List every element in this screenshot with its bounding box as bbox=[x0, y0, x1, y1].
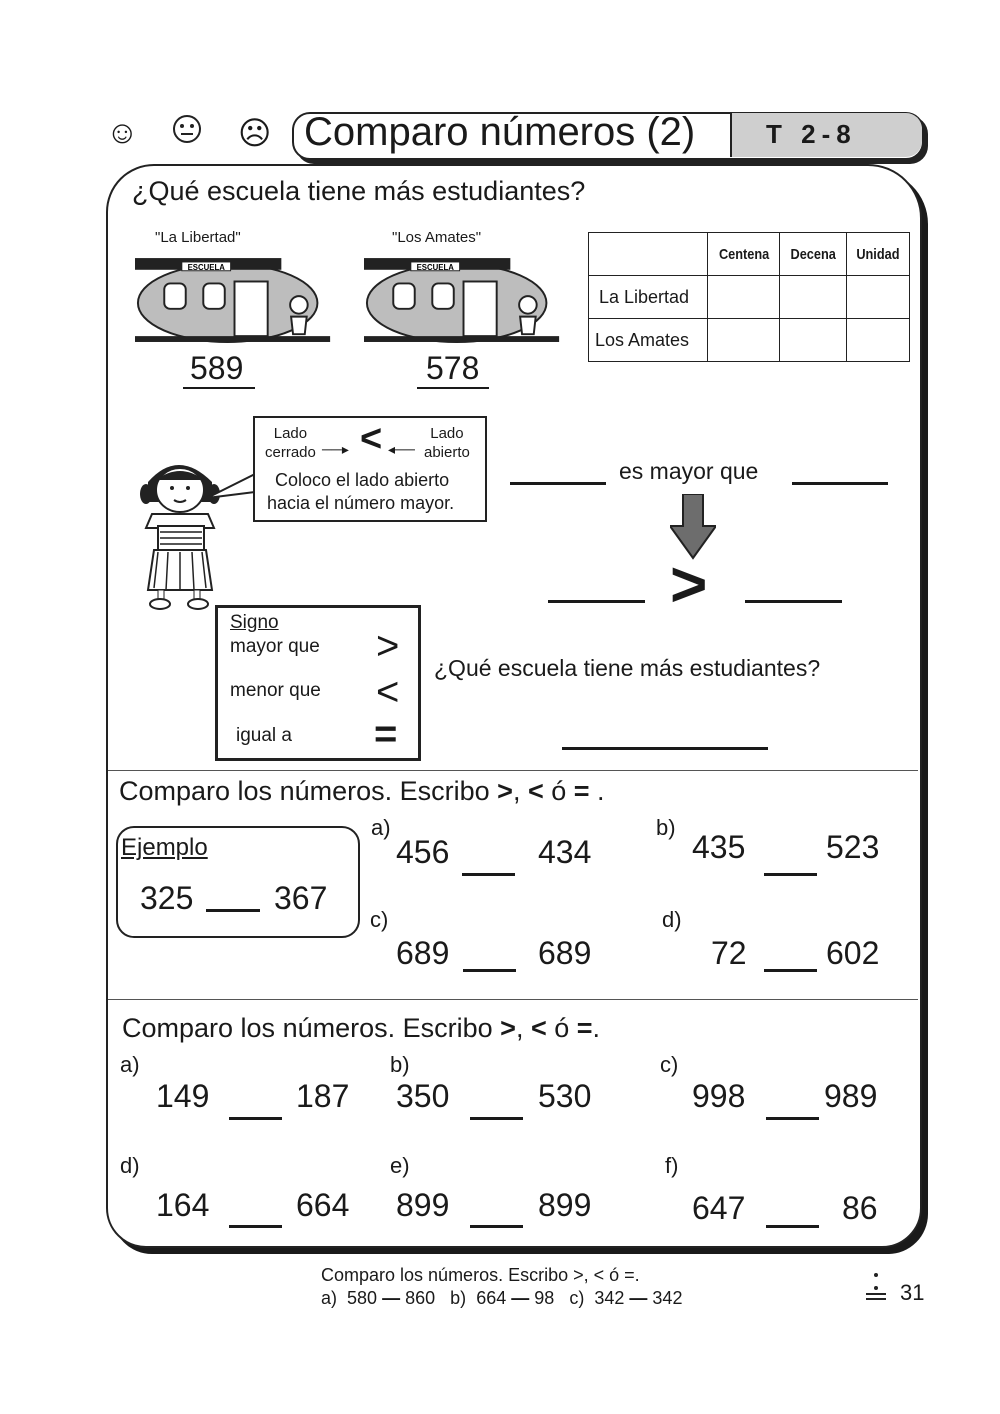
answer-cell[interactable] bbox=[846, 276, 910, 319]
item-right: 989 bbox=[824, 1078, 878, 1114]
item-left: 435 bbox=[692, 829, 746, 865]
item-label: d) bbox=[662, 907, 682, 932]
section-divider bbox=[108, 999, 918, 1000]
open-side-label: Lado abierto bbox=[424, 425, 470, 461]
answer-blank[interactable] bbox=[745, 600, 842, 603]
sign-label-greater: mayor que bbox=[230, 636, 320, 657]
example-label: Ejemplo bbox=[121, 834, 208, 861]
svg-text:ESCUELA: ESCUELA bbox=[416, 262, 454, 272]
table-row-label: Los Amates bbox=[589, 319, 708, 362]
speech-tail bbox=[205, 470, 257, 510]
page-number: 31 bbox=[900, 1280, 925, 1305]
example-blank bbox=[206, 909, 260, 912]
example-left: 325 bbox=[140, 880, 194, 916]
arrow-left-icon: ◂── bbox=[388, 441, 415, 457]
item-right: 187 bbox=[296, 1078, 350, 1114]
table-header-unidad: Unidad bbox=[851, 233, 905, 276]
item-label: b) bbox=[656, 815, 676, 840]
instruction-section3: Comparo los números. Escribo >, < ó =. bbox=[122, 1013, 601, 1043]
table-row-label: La Libertad bbox=[589, 276, 708, 319]
item-label: d) bbox=[120, 1153, 140, 1178]
item-left: 998 bbox=[692, 1078, 746, 1114]
item-label: c) bbox=[660, 1052, 679, 1077]
page-title: Comparo números (2) bbox=[304, 110, 696, 154]
item-left: 456 bbox=[396, 834, 450, 870]
lesson-code: T 2-8 bbox=[766, 119, 857, 149]
instruction-section2: Comparo los números. Escribo >, < ó = . bbox=[119, 776, 605, 806]
lesson-code-box bbox=[730, 113, 922, 157]
answer-blank[interactable] bbox=[766, 1117, 819, 1120]
sign-symbol-greater: > bbox=[376, 624, 400, 668]
footer-instruction: Comparo los números. Escribo >, < ó =. bbox=[321, 1265, 640, 1285]
footer-exercises: a) 580 — 860 b) 664 — 98 c) 342 — 342 bbox=[321, 1288, 683, 1308]
section-divider bbox=[108, 770, 918, 771]
answer-cell[interactable] bbox=[708, 276, 780, 319]
answer-blank[interactable] bbox=[462, 873, 515, 876]
answer-blank[interactable] bbox=[548, 600, 645, 603]
school-building-icon bbox=[364, 246, 564, 356]
sad-face-icon: ☹ bbox=[238, 115, 272, 151]
item-label: f) bbox=[665, 1153, 679, 1178]
item-label: c) bbox=[370, 907, 389, 932]
answer-blank[interactable] bbox=[764, 873, 817, 876]
answer-blank[interactable] bbox=[463, 969, 516, 972]
bubble-text-line1: Coloco el lado abierto bbox=[275, 470, 450, 490]
item-right: 899 bbox=[538, 1187, 592, 1223]
item-right: 689 bbox=[538, 935, 592, 971]
sign-legend-title: Signo bbox=[230, 612, 279, 633]
less-than-symbol: < bbox=[360, 418, 383, 460]
greater-than-symbol: > bbox=[670, 548, 708, 620]
sign-symbol-equal: = bbox=[374, 712, 398, 756]
answer-blank[interactable] bbox=[470, 1117, 523, 1120]
answer-blank[interactable] bbox=[562, 747, 768, 750]
answer-blank[interactable] bbox=[792, 482, 888, 485]
page-mark-icon bbox=[864, 1272, 888, 1302]
item-left: 647 bbox=[692, 1190, 746, 1226]
answer-blank[interactable] bbox=[764, 969, 817, 972]
item-label: b) bbox=[390, 1052, 410, 1077]
school2-students: 578 bbox=[426, 350, 480, 386]
answer-blank[interactable] bbox=[470, 1225, 523, 1228]
item-left: 689 bbox=[396, 935, 450, 971]
school-building-icon bbox=[135, 246, 335, 356]
answer-blank[interactable] bbox=[229, 1225, 282, 1228]
answer-cell[interactable] bbox=[708, 319, 780, 362]
item-right: 86 bbox=[842, 1190, 878, 1226]
item-right: 664 bbox=[296, 1187, 350, 1223]
question-heading-2: ¿Qué escuela tiene más estudiantes? bbox=[434, 655, 821, 681]
number-underline bbox=[417, 387, 489, 389]
example-right: 367 bbox=[274, 880, 328, 916]
arrow-right-icon: ──▸ bbox=[322, 441, 349, 457]
svg-text:ESCUELA: ESCUELA bbox=[187, 262, 225, 272]
question-heading: ¿Qué escuela tiene más estudiantes? bbox=[132, 176, 586, 206]
table-header-decena: Decena bbox=[785, 233, 841, 276]
school1-students: 589 bbox=[190, 350, 244, 386]
item-left: 899 bbox=[396, 1187, 450, 1223]
item-left: 164 bbox=[156, 1187, 210, 1223]
neutral-face-icon bbox=[172, 114, 202, 152]
number-underline bbox=[183, 387, 255, 389]
item-label: a) bbox=[371, 815, 391, 840]
item-label: a) bbox=[120, 1052, 140, 1077]
answer-cell[interactable] bbox=[780, 276, 846, 319]
item-right: 530 bbox=[538, 1078, 592, 1114]
table-header-empty bbox=[589, 233, 708, 276]
item-left: 350 bbox=[396, 1078, 450, 1114]
item-right: 523 bbox=[826, 829, 880, 865]
sign-symbol-less: < bbox=[376, 670, 400, 714]
sign-label-less: menor que bbox=[230, 680, 321, 701]
answer-blank[interactable] bbox=[229, 1117, 282, 1120]
school-name: "La Libertad" bbox=[155, 229, 241, 246]
sign-label-equal: igual a bbox=[236, 725, 292, 746]
item-label: e) bbox=[390, 1153, 410, 1178]
bubble-text-line2: hacia el número mayor. bbox=[267, 493, 455, 513]
item-right: 602 bbox=[826, 935, 880, 971]
answer-cell[interactable] bbox=[780, 319, 846, 362]
closed-side-label: Lado cerrado bbox=[265, 425, 316, 461]
happy-face-icon: ☺ bbox=[106, 114, 139, 150]
place-value-table bbox=[588, 232, 910, 362]
item-left: 149 bbox=[156, 1078, 210, 1114]
table-header-centena: Centena bbox=[713, 233, 774, 276]
answer-cell[interactable] bbox=[846, 319, 910, 362]
answer-blank[interactable] bbox=[510, 482, 606, 485]
answer-blank[interactable] bbox=[766, 1225, 819, 1228]
item-left: 72 bbox=[711, 935, 747, 971]
is-greater-text: es mayor que bbox=[619, 458, 759, 484]
school-name: "Los Amates" bbox=[392, 229, 482, 246]
item-right: 434 bbox=[538, 834, 592, 870]
